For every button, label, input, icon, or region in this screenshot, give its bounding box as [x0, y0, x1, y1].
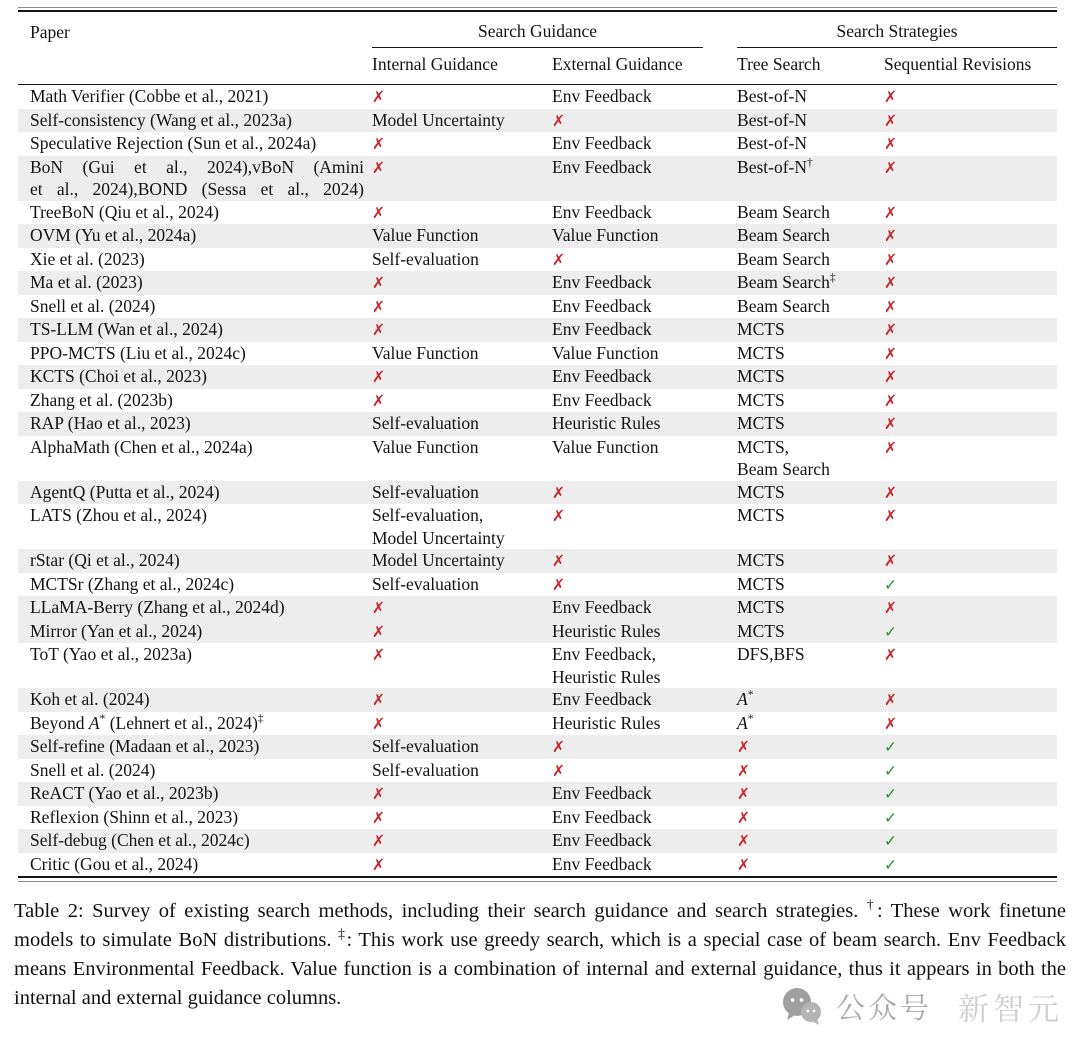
paper-cell: LLaMA-Berry (Zhang et al., 2024d)	[18, 596, 372, 620]
table-row	[18, 109, 1057, 133]
cross-mark: ✗	[884, 135, 898, 153]
sequential-revisions-cell	[884, 85, 1057, 109]
paper-cell: TS-LLM (Wan et al., 2024)	[18, 318, 372, 342]
tree-search-cell: MCTS	[737, 412, 884, 436]
external-guidance-cell: Env Feedback	[552, 782, 737, 806]
external-guidance-cell: Env Feedback	[552, 201, 652, 222]
internal-guidance-cell: Self-evaluation, Model Uncertainty	[372, 505, 505, 548]
search-strategies-group-label: Search Strategies	[737, 12, 1057, 48]
cross-mark: ✗	[552, 575, 565, 594]
paper-cell: Xie et al. (2023)	[30, 248, 145, 269]
tree-search-cell: DFS,BFS	[737, 644, 805, 664]
tree-search-cell: Best-of-N	[737, 109, 884, 133]
external-guidance-cell: Env Feedback	[552, 596, 737, 620]
external-guidance-cell: Env Feedback	[552, 133, 652, 153]
cross-mark: ✗	[884, 368, 898, 386]
sequential-revisions-cell	[884, 549, 1057, 573]
tree-search-cell: MCTS	[737, 389, 785, 410]
tree-search-cell: Beam Search	[737, 224, 884, 248]
tree-search-cell: MCTS	[737, 318, 884, 342]
paper-cell: ReACT (Yao et al., 2023b)	[18, 782, 372, 806]
table-row	[18, 481, 1057, 505]
check-mark: ✓	[884, 808, 898, 827]
internal-guidance-cell	[372, 389, 552, 413]
internal-guidance-cell: Self-evaluation	[372, 248, 479, 269]
cross-mark: ✗	[552, 507, 565, 525]
external-guidance-cell	[552, 481, 737, 505]
survey-table-wrap	[18, 7, 1057, 882]
tree-search-cell: Best-of-N	[737, 86, 807, 106]
paper-cell: PPO-MCTS (Liu et al., 2024c)	[30, 342, 246, 363]
internal-guidance-cell	[372, 318, 552, 342]
search-guidance-group-label: Search Guidance	[372, 12, 703, 48]
tree-search-cell: Best-of-N†	[737, 156, 884, 201]
internal-guidance-cell	[372, 806, 552, 830]
paper-cell: Speculative Rejection (Sun et al., 2024a)	[30, 133, 317, 153]
paper-cell: TreeBoN (Qiu et al., 2024)	[30, 201, 219, 222]
tree-search-cell: A*	[737, 712, 754, 733]
paper-cell: KCTS (Choi et al., 2023)	[18, 365, 372, 389]
internal-guidance-cell: Value Function	[372, 342, 479, 363]
cross-mark: ✗	[884, 88, 898, 106]
internal-guidance-cell: Value Function	[372, 224, 552, 248]
paper-cell: Snell et al. (2024)	[30, 295, 156, 316]
external-guidance-cell	[552, 573, 737, 597]
internal-guidance-cell	[372, 596, 552, 620]
external-guidance-cell: Env Feedback	[552, 806, 652, 827]
table-row	[18, 224, 1057, 248]
table-row	[18, 688, 1057, 712]
paper-cell: Mirror (Yan et al., 2024)	[18, 620, 372, 644]
tree-search-cell: Best-of-N	[737, 133, 807, 153]
cross-mark: ✗	[884, 203, 898, 222]
internal-guidance-cell: Self-evaluation	[372, 759, 479, 780]
cross-mark: ✗	[884, 691, 898, 709]
sequential-revisions-cell	[884, 365, 1057, 389]
table-row	[18, 759, 1057, 783]
external-guidance-cell	[552, 248, 737, 272]
tree-search-cell: MCTS	[737, 549, 884, 573]
cross-mark: ✗	[884, 552, 898, 570]
table-row	[18, 318, 1057, 342]
external-guidance-cell: Env Feedback	[552, 853, 652, 874]
table-row	[18, 549, 1057, 573]
table-row	[18, 504, 1057, 549]
sequential-revisions-cell	[884, 318, 1057, 342]
cross-mark: ✗	[737, 738, 751, 756]
cross-mark: ✗	[884, 391, 898, 410]
cross-mark: ✗	[372, 714, 385, 733]
tree-search-cell: MCTS	[737, 620, 884, 644]
external-guidance-cell: Heuristic Rules	[552, 620, 737, 644]
external-guidance-cell: Env Feedback	[552, 318, 737, 342]
tree-search-cell	[737, 759, 884, 783]
tree-search-cell: MCTS	[737, 481, 884, 505]
external-guidance-cell: Env Feedback	[552, 688, 737, 712]
cross-mark: ✗	[372, 622, 385, 641]
sequential-revisions-cell	[884, 735, 1057, 759]
search-guidance-group-header	[372, 11, 737, 48]
external-guidance-cell: Env Feedback	[552, 365, 737, 389]
external-guidance-cell: Env Feedback	[552, 389, 652, 410]
paper-cell: MCTSr (Zhang et al., 2024c)	[30, 573, 235, 594]
external-guidance-cell	[552, 735, 737, 759]
internal-guidance-cell	[372, 271, 552, 295]
tree-search-cell	[737, 735, 884, 759]
internal-guidance-cell	[372, 853, 552, 878]
sequential-revisions-cell	[884, 806, 1057, 830]
cross-mark: ✗	[884, 483, 898, 502]
cross-mark: ✗	[884, 297, 898, 316]
internal-guidance-cell	[372, 712, 552, 736]
internal-guidance-cell	[372, 132, 552, 156]
check-mark: ✓	[884, 832, 898, 850]
tree-search-cell: MCTS	[737, 573, 785, 594]
sequential-revisions-cell	[884, 271, 1057, 295]
paper-cell: RAP (Hao et al., 2023)	[18, 412, 372, 436]
external-guidance-cell	[552, 759, 737, 783]
tree-search-cell	[737, 806, 884, 830]
cross-mark: ✗	[552, 483, 565, 502]
cross-mark: ✗	[372, 855, 385, 874]
external-guidance-cell: Env Feedback	[552, 271, 737, 295]
tree-search-column-header: Tree Search	[737, 48, 884, 85]
sequential-revisions-cell	[884, 412, 1057, 436]
internal-guidance-cell: Self-evaluation	[372, 412, 552, 436]
table-row	[18, 436, 1057, 481]
check-mark: ✓	[884, 761, 898, 780]
cross-mark: ✗	[552, 111, 565, 130]
sequential-revisions-cell	[884, 620, 1057, 644]
cross-mark: ✗	[884, 714, 898, 733]
cross-mark: ✗	[884, 646, 898, 664]
internal-guidance-cell	[372, 829, 552, 853]
internal-guidance-cell	[372, 295, 552, 319]
paper-cell: Snell et al. (2024)	[30, 759, 156, 780]
paper-cell: ToT (Yao et al., 2023a)	[30, 644, 192, 664]
check-mark: ✓	[884, 738, 898, 756]
table-row	[18, 156, 1057, 201]
cross-mark: ✗	[884, 438, 898, 457]
paper-cell: BoN (Gui et al., 2024),vBoN (Amini et al., 2024),BOND (Sessa et al., 2024)	[18, 156, 372, 201]
group-header-row	[18, 11, 1057, 48]
table-row	[18, 643, 1057, 688]
sequential-revisions-cell	[884, 829, 1057, 853]
internal-guidance-cell: Value Function	[372, 436, 479, 457]
tree-search-cell: A*	[737, 688, 884, 712]
paper-cell: AgentQ (Putta et al., 2024)	[18, 481, 372, 505]
cross-mark: ✗	[372, 274, 385, 292]
cross-mark: ✗	[372, 691, 385, 709]
search-strategies-group-header	[737, 11, 1057, 48]
internal-guidance-cell	[372, 782, 552, 806]
cross-mark: ✗	[737, 832, 751, 850]
sequential-revisions-cell	[884, 132, 1057, 156]
table-row	[18, 342, 1057, 366]
internal-guidance-cell: Model Uncertainty	[372, 549, 552, 573]
tree-search-cell	[737, 829, 884, 853]
cross-mark: ✗	[372, 832, 385, 850]
sequential-revisions-column-header: Sequential Revisions	[884, 48, 1057, 85]
table-row	[18, 596, 1057, 620]
table-row	[18, 412, 1057, 436]
external-guidance-cell: Value Function	[552, 224, 737, 248]
tree-search-cell: MCTS	[737, 505, 785, 525]
paper-cell: Self-debug (Chen et al., 2024c)	[18, 829, 372, 853]
cross-mark: ✗	[884, 344, 898, 363]
internal-guidance-cell	[372, 156, 552, 201]
table-row	[18, 271, 1057, 295]
cross-mark: ✗	[884, 321, 898, 339]
internal-guidance-cell	[372, 365, 552, 389]
tree-search-cell: MCTS	[737, 365, 884, 389]
cross-mark: ✗	[737, 761, 751, 780]
cross-mark: ✗	[372, 391, 385, 410]
tree-search-cell: MCTS	[737, 342, 785, 363]
tree-search-cell	[737, 853, 884, 878]
external-guidance-cell: Heuristic Rules	[552, 712, 661, 733]
paper-cell: Critic (Gou et al., 2024)	[30, 853, 199, 874]
cross-mark: ✗	[552, 761, 565, 780]
cross-mark: ✗	[884, 415, 898, 433]
table-row	[18, 389, 1057, 413]
sequential-revisions-cell	[884, 573, 1057, 597]
external-guidance-cell: Env Feedback	[552, 829, 737, 853]
external-guidance-cell: Env Feedback	[552, 295, 652, 316]
external-guidance-cell: Env Feedback	[552, 86, 652, 106]
table-row	[18, 132, 1057, 156]
table-row	[18, 620, 1057, 644]
table-row	[18, 829, 1057, 853]
paper-cell: Zhang et al. (2023b)	[30, 389, 173, 410]
sequential-revisions-cell	[884, 504, 1057, 549]
external-guidance-cell	[552, 504, 737, 549]
cross-mark: ✗	[372, 135, 385, 153]
paper-cell: Koh et al. (2024)	[18, 688, 372, 712]
sequential-revisions-cell	[884, 109, 1057, 133]
tree-search-cell: MCTS, Beam Search	[737, 436, 830, 479]
sequential-revisions-cell	[884, 201, 1057, 225]
external-guidance-cell: Value Function	[552, 436, 659, 457]
cross-mark: ✗	[372, 203, 385, 222]
internal-guidance-cell: Self-evaluation	[372, 735, 552, 759]
paper-cell: LATS (Zhou et al., 2024)	[30, 505, 207, 525]
check-mark: ✓	[884, 575, 898, 594]
table-row	[18, 295, 1057, 319]
check-mark: ✓	[884, 855, 898, 874]
table-caption: Table 2: Survey of existing search methods, including their search guidance and search strategies. †: These work finetune models to simulate BoN distributions. ‡: This work use greedy search, which is a special case of beam search. Env Feedback means Environmental Feedback. Value function is a combination of internal and external guidance, thus it appears in both the internal and external guidance columns.	[14, 897, 1067, 1009]
watermark-label-1: 公众号	[836, 991, 933, 1025]
paper-cell: Reflexion (Shinn et al., 2023)	[30, 806, 239, 827]
cross-mark: ✗	[372, 808, 385, 827]
cross-mark: ✗	[372, 785, 385, 803]
cross-mark: ✗	[884, 111, 898, 130]
cross-mark: ✗	[884, 158, 898, 177]
sequential-revisions-cell	[884, 759, 1057, 783]
internal-guidance-cell: Model Uncertainty	[372, 109, 552, 133]
external-guidance-column-header: External Guidance	[552, 48, 737, 85]
internal-guidance-cell	[372, 201, 552, 225]
internal-guidance-cell	[372, 688, 552, 712]
cross-mark: ✗	[737, 808, 751, 827]
table-row	[18, 573, 1057, 597]
sequential-revisions-cell	[884, 853, 1057, 878]
paper-column-header: Paper	[18, 11, 372, 85]
cross-mark: ✗	[372, 88, 385, 106]
external-guidance-cell	[552, 109, 737, 133]
table-row	[18, 248, 1057, 272]
paper-cell: Self-refine (Madaan et al., 2023)	[18, 735, 372, 759]
watermark-label-2: 新智元	[958, 992, 1064, 1028]
sequential-revisions-cell	[884, 643, 1057, 688]
sequential-revisions-cell	[884, 342, 1057, 366]
sequential-revisions-cell	[884, 436, 1057, 481]
table-row	[18, 85, 1057, 109]
external-guidance-cell: Env Feedback, Heuristic Rules	[552, 644, 661, 687]
tree-search-cell: Beam Search	[737, 201, 830, 222]
external-guidance-cell	[552, 549, 737, 573]
internal-guidance-cell: Self-evaluation	[372, 481, 552, 505]
cross-mark: ✗	[737, 855, 751, 874]
sequential-revisions-cell	[884, 389, 1057, 413]
table-row	[18, 782, 1057, 806]
cross-mark: ✗	[372, 599, 385, 617]
paper-cell: OVM (Yu et al., 2024a)	[18, 224, 372, 248]
table-row	[18, 201, 1057, 225]
paper-cell: rStar (Qi et al., 2024)	[18, 549, 372, 573]
sequential-revisions-cell	[884, 481, 1057, 505]
cross-mark: ✗	[552, 738, 565, 756]
cross-mark: ✗	[552, 250, 565, 269]
sequential-revisions-cell	[884, 224, 1057, 248]
tree-search-cell: Beam Search	[737, 295, 830, 316]
cross-mark: ✗	[884, 599, 898, 617]
paper-cell: Beyond A* (Lehnert et al., 2024)‡	[30, 712, 264, 733]
table-row	[18, 735, 1057, 759]
cross-mark: ✗	[372, 297, 385, 316]
cross-mark: ✗	[737, 785, 751, 803]
table-body	[18, 85, 1057, 878]
paper-cell: Math Verifier (Cobbe et al., 2021)	[30, 86, 269, 106]
cross-mark: ✗	[372, 368, 385, 386]
internal-guidance-cell	[372, 85, 552, 109]
tree-search-cell: Beam Search‡	[737, 271, 884, 295]
internal-guidance-column-header: Internal Guidance	[372, 48, 552, 85]
external-guidance-cell: Heuristic Rules	[552, 412, 737, 436]
check-mark: ✓	[884, 622, 898, 641]
sequential-revisions-cell	[884, 295, 1057, 319]
cross-mark: ✗	[372, 646, 385, 664]
tree-search-cell	[737, 782, 884, 806]
sequential-revisions-cell	[884, 156, 1057, 201]
table-row	[18, 365, 1057, 389]
sequential-revisions-cell	[884, 596, 1057, 620]
cross-mark: ✗	[552, 552, 565, 570]
cross-mark: ✗	[884, 274, 898, 292]
check-mark: ✓	[884, 785, 898, 803]
sequential-revisions-cell	[884, 782, 1057, 806]
table-row	[18, 853, 1057, 878]
external-guidance-cell: Value Function	[552, 342, 659, 363]
cross-mark: ✗	[884, 227, 898, 245]
cross-mark: ✗	[372, 321, 385, 339]
cross-mark: ✗	[372, 158, 385, 177]
sequential-revisions-cell	[884, 688, 1057, 712]
tree-search-cell: MCTS	[737, 596, 884, 620]
paper-cell: AlphaMath (Chen et al., 2024a)	[30, 436, 253, 457]
external-guidance-cell: Env Feedback	[552, 156, 737, 201]
cross-mark: ✗	[884, 507, 898, 525]
paper-cell: Self-consistency (Wang et al., 2023a)	[18, 109, 372, 133]
paper-cell: Ma et al. (2023)	[18, 271, 372, 295]
sequential-revisions-cell	[884, 712, 1057, 736]
survey-table	[18, 10, 1057, 878]
cross-mark: ✗	[884, 250, 898, 269]
internal-guidance-cell	[372, 620, 552, 644]
sequential-revisions-cell	[884, 248, 1057, 272]
tree-search-cell: Beam Search	[737, 248, 830, 269]
internal-guidance-cell	[372, 643, 552, 688]
table-row	[18, 712, 1057, 736]
table-row	[18, 806, 1057, 830]
internal-guidance-cell: Self-evaluation	[372, 573, 479, 594]
